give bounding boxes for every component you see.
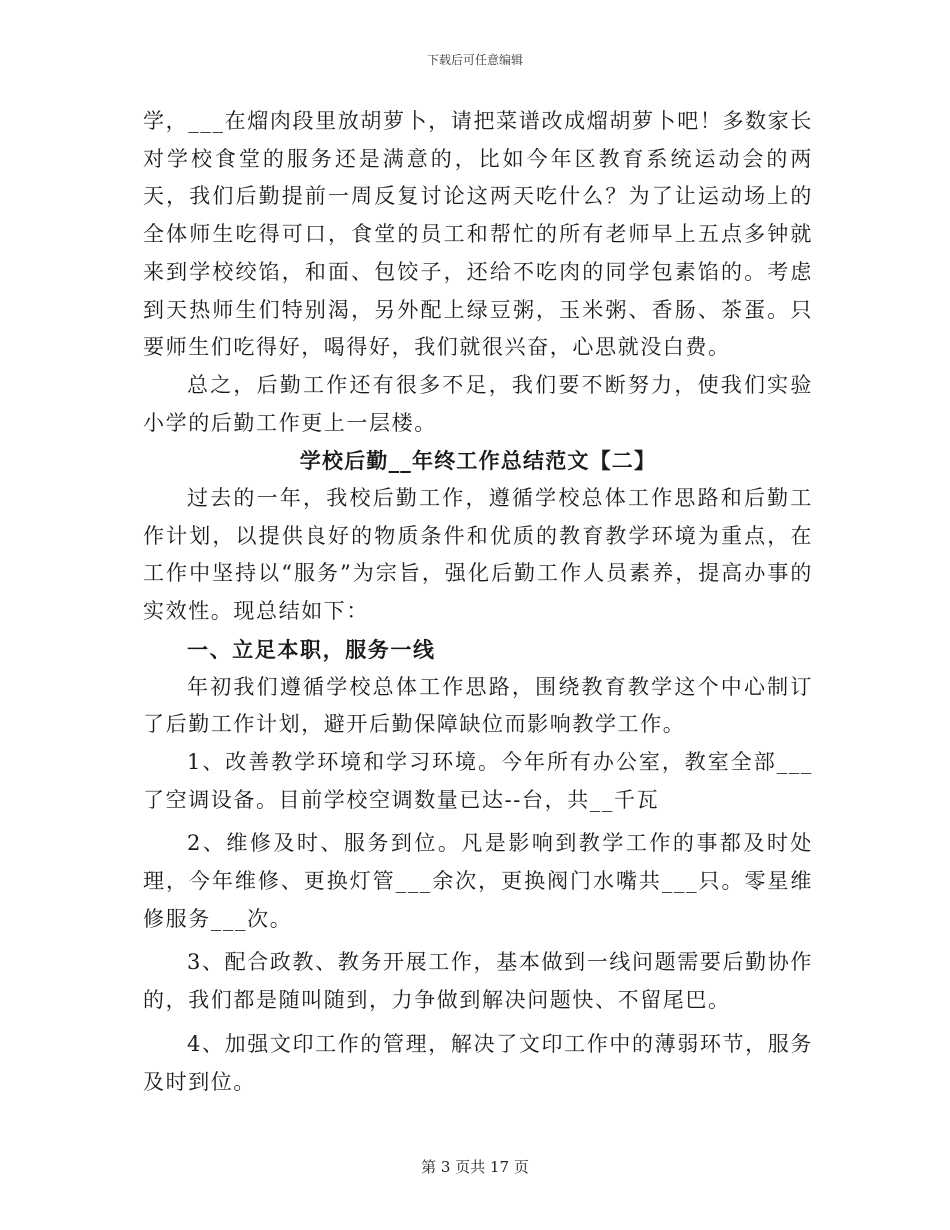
paragraph-continuation: 学，___在熘肉段里放胡萝卜，请把菜谱改成熘胡萝卜吧！多数家长对学校食堂的服务还是满意的，比如今年区教育系统运动会的两天，我们后勤提前一周反复讨论这两天吃什么？为了让运动场上的全体师生吃得可口，食堂的员工和帮忙的所有老师早上五点多钟就来到学校绞馅，和面、包饺子，还给不吃肉的同学包素馅的。考虑到天热师生们特别渴，另外配上绿豆粥，玉米粥、香肠、茶蛋。只要师生们吃得好，喝得好，我们就很兴奋，心思就没白费。	[143, 109, 813, 360]
paragraph-summary: 总之，后勤工作还有很多不足，我们要不断努力，使我们实验小学的后勤工作更上一层楼。	[143, 372, 813, 435]
list-item-2: 2、维修及时、服务到位。凡是影响到教学工作的事都及时处理，今年维修、更换灯管___余次，更换阀门水嘴共___只。零星维修服务___次。	[143, 831, 813, 931]
page-header: 下载后可任意编辑	[426, 53, 523, 67]
page-footer: 第 3 页共 17 页	[421, 1158, 529, 1176]
paragraph-plan: 年初我们遵循学校总体工作思路，围绕教育教学这个中心制订了后勤工作计划，避开后勤保障缺位而影响教学工作。	[143, 674, 813, 737]
list-item-1: 1、改善教学环境和学习环境。今年所有办公室，教室全部___了空调设备。目前学校空调数量已达--台，共__千瓦	[143, 749, 813, 812]
list-item-3: 3、配合政教、教务开展工作，基本做到一线问题需要后勤协作的，我们都是随叫随到，力争做到解决问题快、不留尾巴。	[143, 950, 813, 1013]
section-heading: 一、立足本职，服务一线	[187, 636, 436, 662]
document-body	[143, 103, 813, 1101]
section-title: 学校后勤__年终工作总结范文【二】	[299, 448, 657, 474]
paragraph-intro: 过去的一年，我校后勤工作，遵循学校总体工作思路和后勤工作计划，以提供良好的物质条件和优质的教育教学环境为重点，在工作中坚持以“服务”为宗旨，强化后勤工作人员素养，提高办事的实效性。现总结如下：	[143, 486, 813, 624]
list-item-4: 4、加强文印工作的管理，解决了文印工作中的薄弱环节，服务及时到位。	[143, 1031, 813, 1094]
